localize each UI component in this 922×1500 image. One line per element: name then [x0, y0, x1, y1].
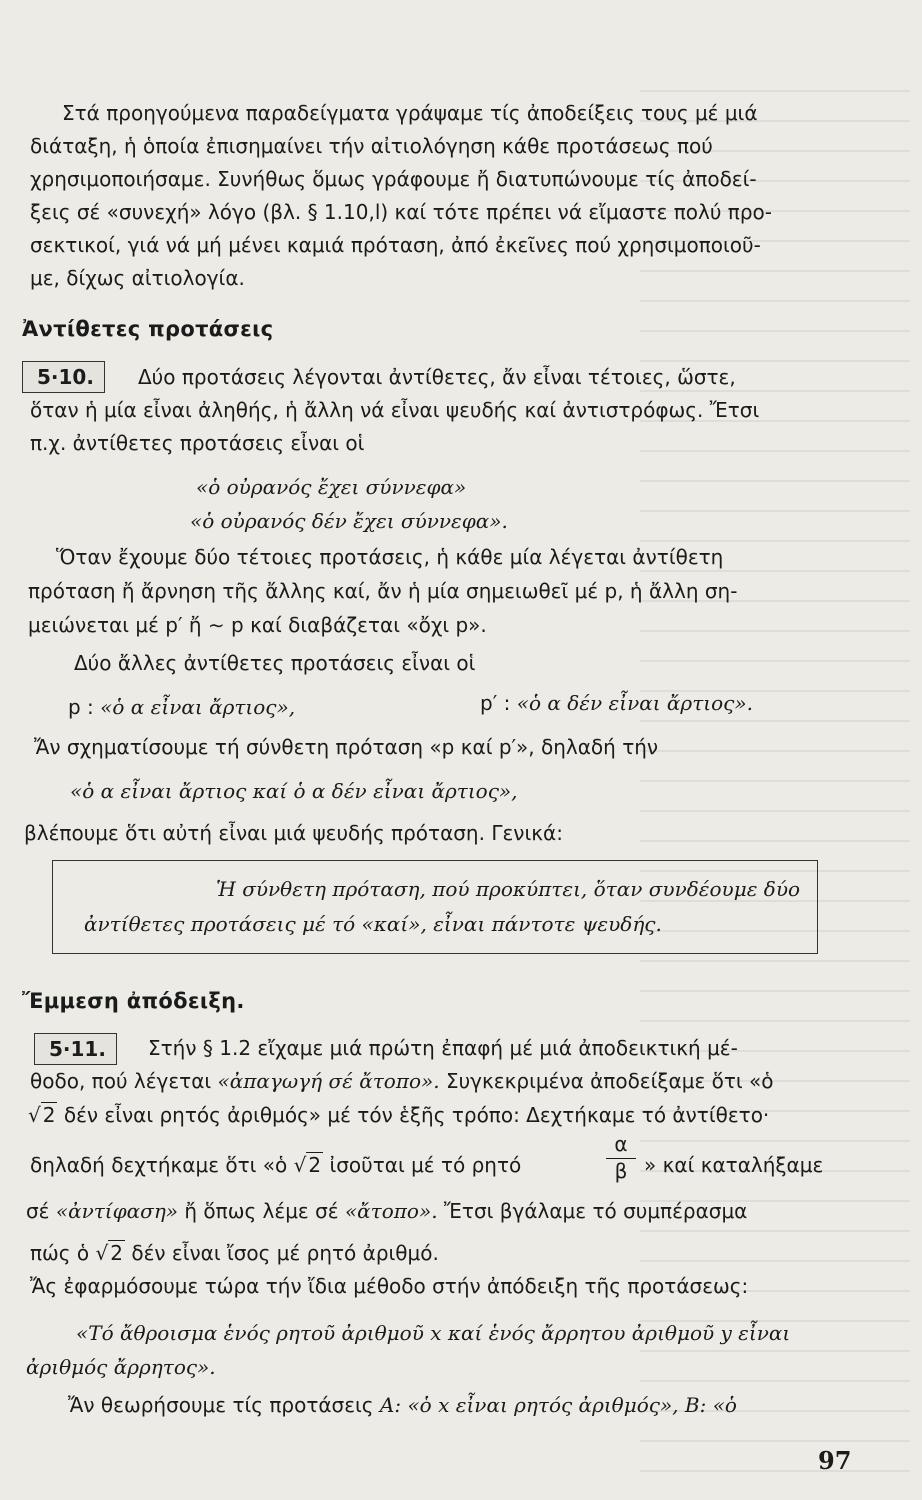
s511-line-1: Στήν § 1.2 εἴχαμε μιά πρώτη ἐπαφή μέ μιά ἀποδεικτική μέ- [148, 1036, 738, 1060]
intro-line-4: ξεις σέ «συνεχή» λόγο (βλ. § 1.10,l) καί τότε πρέπει νά εἴμαστε πολύ προ- [30, 200, 772, 224]
s511-line-6: πώς ὁ √ 2 δέν εἶναι ἴσος μέ ρητό ἀριθμό. [30, 1241, 439, 1265]
consider-line: Ἄν θεωρήσουμε τίς προτάσεις A: «ὁ x εἶναι ρητός ἀριθμός», B: «ὁ [68, 1393, 737, 1417]
apply-method-line: Ἄς ἐφαρμόσουμε τώρα τήν ἴδια μέθοδο στήν ἀπόδειξη τῆς προτάσεως: [30, 1274, 749, 1298]
s510-line-3: π.χ. ἀντίθετες προτάσεις εἶναι οἱ [30, 431, 365, 455]
section-heading-indirect-proof: Ἔμμεση ἀπόδειξη. [22, 989, 245, 1013]
fraction-alpha-beta: $\frac{\alpha}{\beta}$ [606, 1132, 636, 1183]
proposition-line-2: ἀριθμός ἄρρητος». [26, 1355, 216, 1379]
compound-line-1: Ἄν σχηματίσουμε τή σύνθετη πρόταση «p καί p′», δηλαδή τήν [34, 735, 659, 759]
intro-line-6: με, δίχως αἰτιολογία. [30, 266, 245, 290]
example-sky-clouds: «ὁ οὐρανός ἔχει σύννεφα» [196, 475, 467, 499]
other-example-intro: Δύο ἄλλες ἀντίθετες προτάσεις εἶναι οἱ [74, 651, 476, 675]
rule-box [52, 860, 818, 954]
section-number-5-11: 5·11. [34, 1033, 117, 1065]
negation-line-1: Ὅταν ἔχουμε δύο τέτοιες προτάσεις, ἡ κάθε μία λέγεται ἀντίθετη [56, 545, 724, 569]
s511-line-5: σέ «ἀντίφαση» ἤ ὅπως λέμε σέ «ἄτοπο». Ἔτσι βγάλαμε τό συμπέρασμα [26, 1199, 748, 1223]
proposition-line-1: «Τό ἄθροισμα ἑνός ρητοῦ ἀριθμοῦ x καί ἑνός ἄρρητου ἀριθμοῦ y εἶναι [76, 1321, 791, 1345]
section-number-5-10: 5·10. [22, 361, 105, 393]
intro-line-2: διάταξη, ἡ ὁποία ἐπισημαίνει τήν αἰτιολόγηση κάθε προτάσεως πού [30, 134, 713, 158]
compound-conclusion: βλέπουμε ὅτι αὐτή εἶναι μιά ψευδής πρόταση. Γενικά: [24, 821, 563, 845]
page-number: 97 [818, 1446, 852, 1475]
negation-line-3: μειώνεται μέ p′ ἤ ∼ p καί διαβάζεται «ὄχι p». [28, 613, 487, 637]
intro-line-1: Στά προηγούμενα παραδείγματα γράψαμε τίς ἀποδείξεις τους μέ μιά [62, 101, 758, 125]
prop-p-label: p : «ὁ α εἶναι ἄρτιος», [68, 695, 296, 719]
negation-line-2: πρόταση ἤ ἄρνηση τῆς ἄλλης καί, ἄν ἡ μία σημειωθεῖ μέ p, ἡ ἄλλη ση- [28, 579, 738, 603]
compound-example: «ὁ α εἶναι ἄρτιος καί ὁ α δέν εἶναι ἄρτιος», [70, 779, 518, 803]
intro-line-3: χρησιμοποιήσαμε. Συνήθως ὅμως γράφουμε ἤ διατυπώνουμε τίς ἀποδεί- [30, 167, 757, 191]
intro-line-5: σεκτικοί, γιά νά μή μένει καμιά πρόταση, ἀπό ἐκεῖνες πού χρησιμοποιοῦ- [30, 233, 761, 257]
s511-line-3: √ 2 δέν εἶναι ρητός ἀριθμός» μέ τόν ἑξῆς τρόπο: Δεχτήκαμε τό ἀντίθετο· [28, 1103, 770, 1127]
rule-line-2: ἀντίθετες προτάσεις μέ τό «καί», εἶναι πάντοτε ψευδής. [84, 912, 662, 936]
s511-line-4a: δηλαδή δεχτήκαμε ὅτι «ὁ √ 2 ἰσοῦται μέ τό ρητό [30, 1153, 522, 1177]
s511-line-2: θοδο, πού λέγεται «ἀπαγωγή σέ ἄτοπο». Συγκεκριμένα ἀποδείξαμε ὅτι «ὁ [30, 1069, 774, 1093]
prop-p-prime-label: p′ : «ὁ α δέν εἶναι ἄρτιος». [480, 691, 753, 715]
rule-line-1: Ἡ σύνθετη πρόταση, πού προκύπτει, ὅταν συνδέουμε δύο [216, 877, 801, 901]
example-sky-no-clouds: «ὁ οὐρανός δέν ἔχει σύννεφα». [190, 509, 508, 533]
s510-line-2: ὅταν ἡ μία εἶναι ἀληθής, ἡ ἄλλη νά εἶναι ψευδής καί ἀντιστρόφως. Ἔτσι [30, 398, 760, 422]
s510-line-1: Δύο προτάσεις λέγονται ἀντίθετες, ἄν εἶναι τέτοιες, ὥστε, [138, 365, 736, 389]
section-heading-contradictory: Ἀντίθετες προτάσεις [22, 317, 274, 341]
s511-line-4c: » καί καταλήξαμε [644, 1153, 824, 1177]
